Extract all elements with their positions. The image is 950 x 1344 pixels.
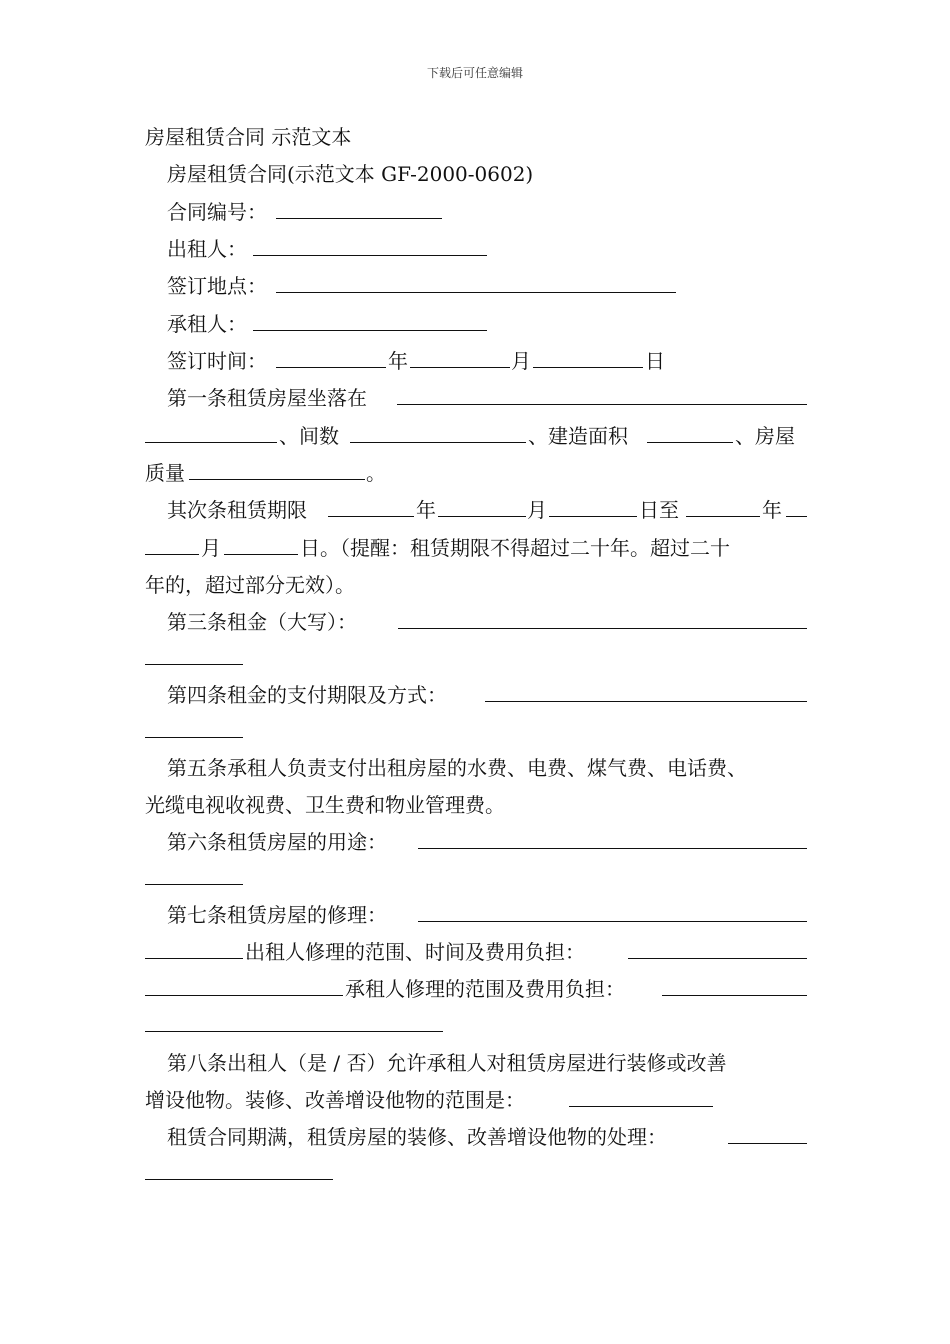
contract-no-blank[interactable] — [276, 218, 442, 219]
art7-lessor-repair-blank-2[interactable] — [145, 995, 343, 996]
art3-rent-blank-2[interactable] — [145, 664, 243, 665]
sign-year-blank[interactable] — [276, 367, 386, 368]
lessor-label: 出租人： — [167, 237, 247, 261]
art8-line-a: 第八条出租人（是 / 否）允许承租人对租赁房屋进行装修或改善 — [167, 1051, 727, 1075]
art8-handling-blank-2[interactable] — [145, 1179, 333, 1180]
document-subtitle: 房屋租赁合同(示范文本 GF-2000-0602) — [167, 162, 534, 186]
art2-lead: 其次条租赁期限 — [167, 498, 307, 522]
art5-line-b: 光缆电视收视费、卫生费和物业管理费。 — [145, 793, 505, 817]
art7-lead: 第七条租赁房屋的修理： — [167, 903, 387, 927]
art7-lessor-repair-label: 出租人修理的范围、时间及费用负担： — [245, 940, 585, 964]
art1-location-blank-2[interactable] — [145, 442, 277, 443]
art2-day-to-label: 日至 — [639, 498, 679, 522]
sign-month-label: 月 — [511, 349, 531, 373]
art2-month-label: 月 — [527, 498, 547, 522]
sign-place-blank[interactable] — [276, 292, 676, 293]
art1-quality-label-a: 、房屋 — [735, 424, 795, 448]
art1-area-label: 、建造面积 — [528, 424, 628, 448]
art2-month2-blank[interactable] — [786, 516, 807, 517]
art4-payment-blank[interactable] — [485, 701, 807, 702]
art1-rooms-label: 、间数 — [279, 424, 339, 448]
art4-payment-blank-2[interactable] — [145, 737, 243, 738]
art2-day2-blank[interactable] — [224, 554, 298, 555]
art8-scope-blank[interactable] — [569, 1106, 713, 1107]
sign-year-label: 年 — [388, 349, 408, 373]
art1-quality-blank[interactable] — [189, 479, 365, 480]
art1-lead: 第一条租赁房屋坐落在 — [167, 386, 367, 410]
art7-lessee-repair-blank-2[interactable] — [145, 1031, 443, 1032]
art7-lessor-repair-blank[interactable] — [628, 958, 807, 959]
lessee-blank[interactable] — [253, 330, 487, 331]
art2-note-a: 日。（提醒：租赁期限不得超过二十年。超过二十 — [300, 536, 730, 560]
art8-line-c: 租赁合同期满，租赁房屋的装修、改善增设他物的处理： — [167, 1125, 667, 1149]
art8-handling-blank[interactable] — [728, 1143, 807, 1144]
art7-repair-blank[interactable] — [418, 921, 807, 922]
art7-lessee-repair-label: 承租人修理的范围及费用负担： — [345, 977, 625, 1001]
sign-place-label: 签订地点： — [167, 274, 267, 298]
art7-repair-blank-2[interactable] — [145, 958, 243, 959]
art3-lead: 第三条租金（大写）： — [167, 610, 357, 634]
sign-month-blank[interactable] — [410, 367, 510, 368]
art2-year-label: 年 — [416, 498, 436, 522]
art2-year2-label: 年 — [762, 498, 782, 522]
art1-quality-label-b: 质量 — [145, 461, 185, 485]
art6-purpose-blank-2[interactable] — [145, 884, 243, 885]
sign-day-label: 日 — [645, 349, 665, 373]
art2-note-b: 年的，超过部分无效）。 — [145, 573, 355, 597]
art2-month2-label: 月 — [201, 536, 221, 560]
art2-year2-blank[interactable] — [686, 516, 760, 517]
art4-lead: 第四条租金的支付期限及方式： — [167, 683, 447, 707]
sign-time-label: 签订时间： — [167, 349, 267, 373]
art2-day-blank[interactable] — [549, 516, 637, 517]
art2-year-blank[interactable] — [328, 516, 414, 517]
lessee-label: 承租人： — [167, 312, 247, 336]
document-title: 房屋租赁合同 示范文本 — [145, 125, 352, 149]
page-header: 下载后可任意编辑 — [426, 66, 523, 80]
contract-no-label: 合同编号： — [167, 200, 267, 224]
art1-end: 。 — [366, 461, 386, 485]
art3-rent-blank[interactable] — [398, 628, 807, 629]
art8-line-b: 增设他物。装修、改善增设他物的范围是： — [145, 1088, 525, 1112]
art6-lead: 第六条租赁房屋的用途： — [167, 830, 387, 854]
lessor-blank[interactable] — [253, 255, 487, 256]
sign-day-blank[interactable] — [533, 367, 643, 368]
art6-purpose-blank[interactable] — [418, 848, 807, 849]
art5-line-a: 第五条承租人负责支付出租房屋的水费、电费、煤气费、电话费、 — [167, 756, 747, 780]
art7-lessee-repair-blank[interactable] — [662, 995, 807, 996]
art2-month-blank[interactable] — [438, 516, 526, 517]
art2-month2-blank-2[interactable] — [145, 554, 199, 555]
art1-location-blank[interactable] — [397, 404, 807, 405]
art1-rooms-blank[interactable] — [350, 442, 526, 443]
art1-area-blank[interactable] — [647, 442, 733, 443]
